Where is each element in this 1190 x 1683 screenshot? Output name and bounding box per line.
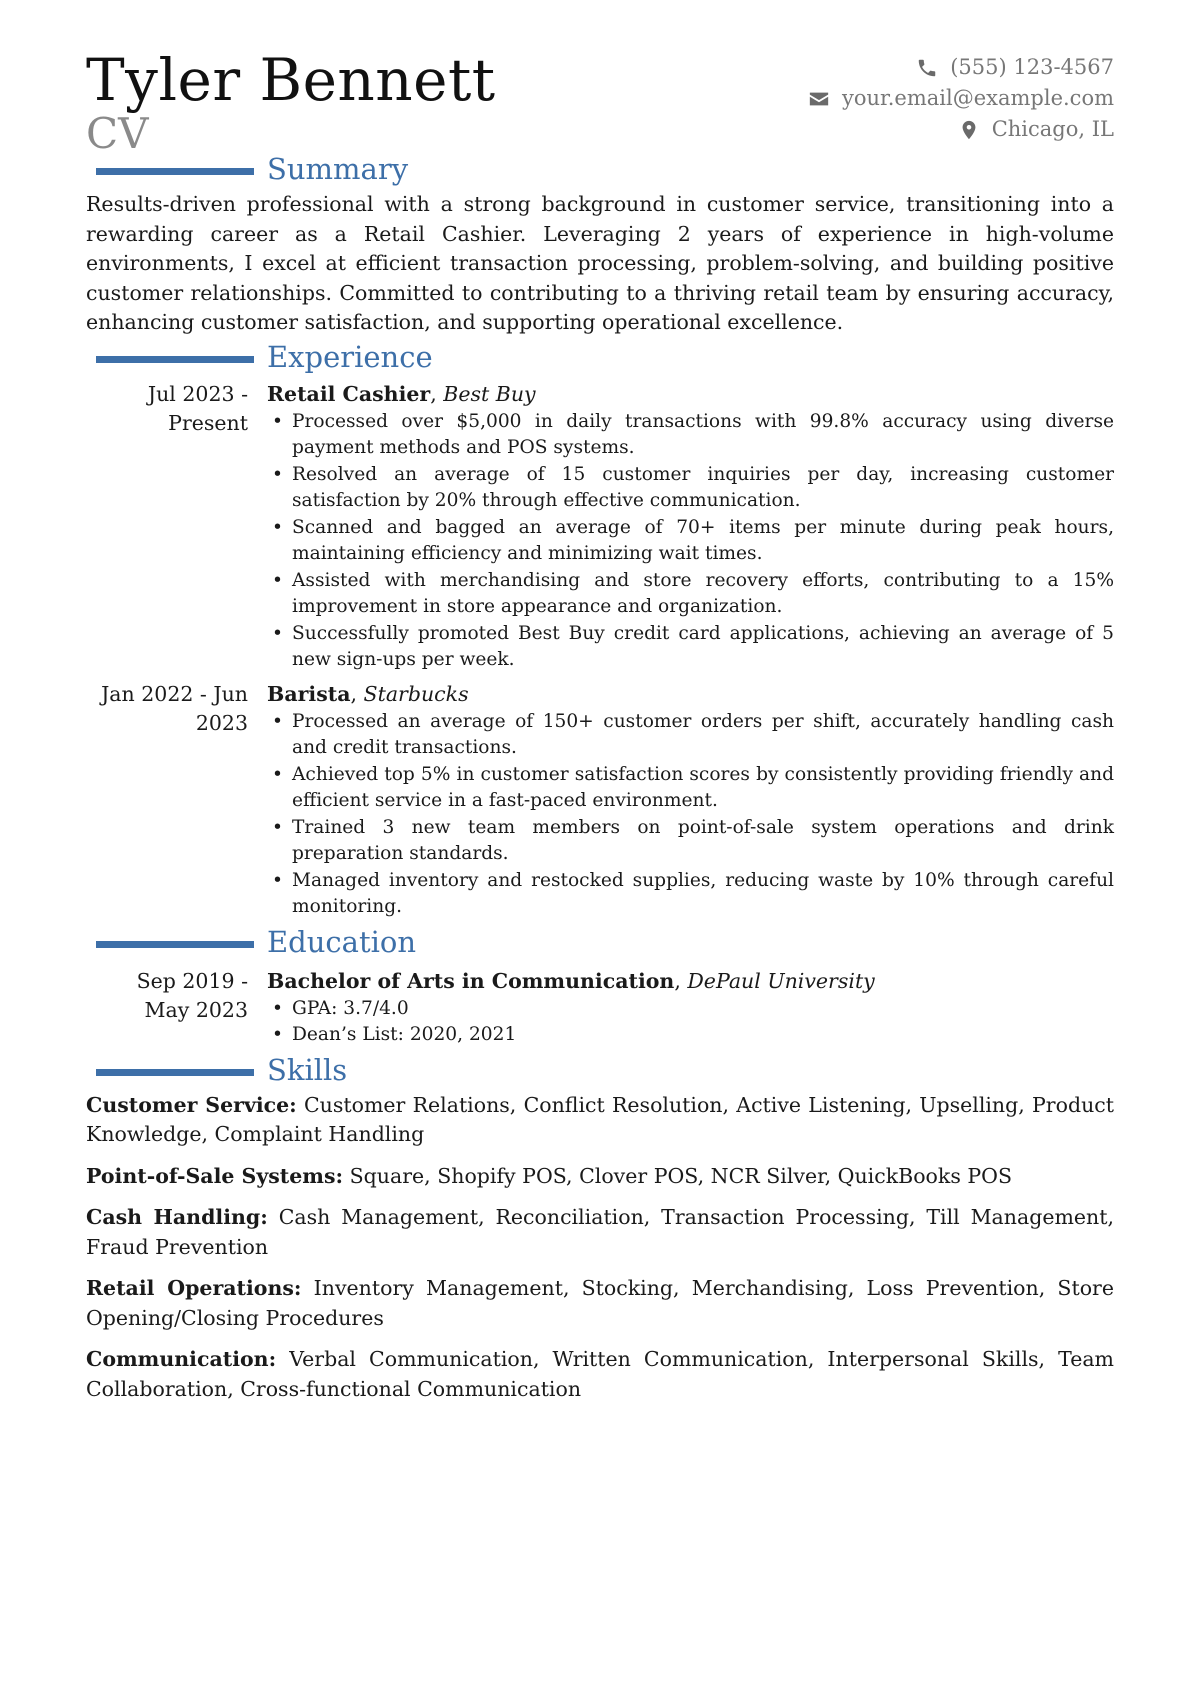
list-item: • Assisted with merchandising and store recovery efforts, contributing to a 15% improvement in store appearance and organization. xyxy=(292,568,1114,621)
list-item: • Dean’s List: 2020, 2021 xyxy=(292,1022,1114,1049)
section-bar xyxy=(96,168,254,175)
list-item: • Successfully promoted Best Buy credit card applications, achieving an average of 5 new sign-ups per week. xyxy=(292,621,1114,674)
header xyxy=(86,40,1114,158)
education-date: Sep 2019 - May 2023 xyxy=(136,968,248,1022)
job-company: Starbucks xyxy=(363,681,469,706)
job-bullets xyxy=(267,409,1114,674)
list-item: • Scanned and bagged an average of 70+ items per minute during peak hours, maintaining efficiency and minimizing wait times. xyxy=(292,515,1114,568)
list-item: • Processed an average of 150+ customer orders per shift, accurately handling cash and credit transactions. xyxy=(292,709,1114,762)
section-title: Summary xyxy=(267,152,409,186)
location-text: Chicago, IL xyxy=(991,117,1114,141)
skill-row xyxy=(86,1162,1114,1192)
section-bar xyxy=(96,356,254,363)
skill-row xyxy=(86,1274,1114,1333)
list-item: • GPA: 3.7/4.0 xyxy=(292,996,1114,1023)
education-heading xyxy=(86,925,1114,963)
phone-row xyxy=(694,52,1114,83)
contact-info xyxy=(694,52,1114,145)
cv-page xyxy=(86,40,1114,1416)
job-role: Barista xyxy=(267,681,351,706)
section-bar xyxy=(96,1069,254,1076)
summary-heading xyxy=(86,152,1114,190)
list-item: • Resolved an average of 15 customer inquiries per day, increasing customer satisfaction by 20% through effective communication. xyxy=(292,462,1114,515)
skill-text: Cash Management, Reconciliation, Transaction Processing, Till Management, Fraud Prevention xyxy=(86,1205,1114,1259)
section-title: Experience xyxy=(267,339,433,374)
skill-text: Inventory Management, Stocking, Merchandising, Loss Prevention, Store Opening/Closing Procedures xyxy=(86,1276,1114,1330)
skill-label: Retail Operations: xyxy=(86,1276,302,1300)
school-name: DePaul University xyxy=(687,968,875,993)
list-item: • Achieved top 5% in customer satisfaction scores by consistently providing friendly and efficient service in a fast-paced environment. xyxy=(292,762,1114,815)
section-title: Education xyxy=(267,924,417,959)
document-subtitle: CV xyxy=(86,109,149,158)
job-entry xyxy=(86,680,1114,921)
skill-label: Cash Handling: xyxy=(86,1205,268,1229)
skill-text: Verbal Communication, Written Communication, Interpersonal Skills, Team Collaboration, Cross-functional Communication xyxy=(86,1347,1114,1401)
experience-heading xyxy=(86,340,1114,378)
skill-row xyxy=(86,1345,1114,1404)
skill-row xyxy=(86,1203,1114,1262)
job-role: Retail Cashier xyxy=(267,381,431,406)
skill-row xyxy=(86,1091,1114,1150)
skill-label: Communication: xyxy=(86,1347,277,1371)
section-title: Skills xyxy=(267,1052,348,1087)
phone-number: (555) 123-4567 xyxy=(950,55,1114,79)
job-date: Jan 2022 - Jun 2023 xyxy=(101,681,248,735)
section-bar xyxy=(96,941,254,948)
skill-label: Customer Service: xyxy=(86,1092,297,1117)
summary-text: Results-driven professional with a strong background in customer service, transitioning into a rewarding career as a Retail Cashier. Leveraging 2 years of experience in high-volume environments, I excel at efficient transaction processing, problem-solving, and building positive customer relationships. Committed to contributing to a thriving retail team by ensuring accuracy, enhancing customer satisfaction, and supporting operational excellence. xyxy=(86,192,1114,334)
job-bullets xyxy=(267,709,1114,921)
job-entry xyxy=(86,380,1114,674)
candidate-name: Tyler Bennett xyxy=(86,46,496,114)
email-link[interactable]: your.email@example.com xyxy=(841,86,1114,110)
list-item: • Managed inventory and restocked supplies, reducing waste by 10% through careful monitoring. xyxy=(292,868,1114,921)
education-bullets xyxy=(267,996,1114,1049)
job-date: Jul 2023 - Present xyxy=(147,381,248,435)
location-row xyxy=(694,114,1114,145)
job-title: Retail Cashier, Best Buy xyxy=(267,381,536,406)
skill-label: Point-of-Sale Systems: xyxy=(86,1163,344,1188)
degree-name: Bachelor of Arts in Communication xyxy=(267,968,675,993)
education-entry xyxy=(86,967,1114,1049)
job-company: Best Buy xyxy=(443,381,536,406)
job-title: Barista, Starbucks xyxy=(267,681,469,706)
skills-heading xyxy=(86,1053,1114,1091)
location-pin-icon xyxy=(958,119,980,141)
email-row xyxy=(694,83,1114,114)
envelope-icon xyxy=(808,88,830,110)
list-item: • Trained 3 new team members on point-of-sale system operations and drink preparation standards. xyxy=(292,815,1114,868)
skill-text: Square, Shopify POS, Clover POS, NCR Silver, QuickBooks POS xyxy=(349,1163,1012,1188)
skill-text: Customer Relations, Conflict Resolution, Active Listening, Upselling, Product Knowledge, Complaint Handling xyxy=(86,1092,1114,1146)
list-item: • Processed over $5,000 in daily transactions with 99.8% accuracy using diverse payment methods and POS systems. xyxy=(292,409,1114,462)
phone-icon xyxy=(916,57,938,79)
education-title: Bachelor of Arts in Communication, DePaul University xyxy=(267,968,875,993)
